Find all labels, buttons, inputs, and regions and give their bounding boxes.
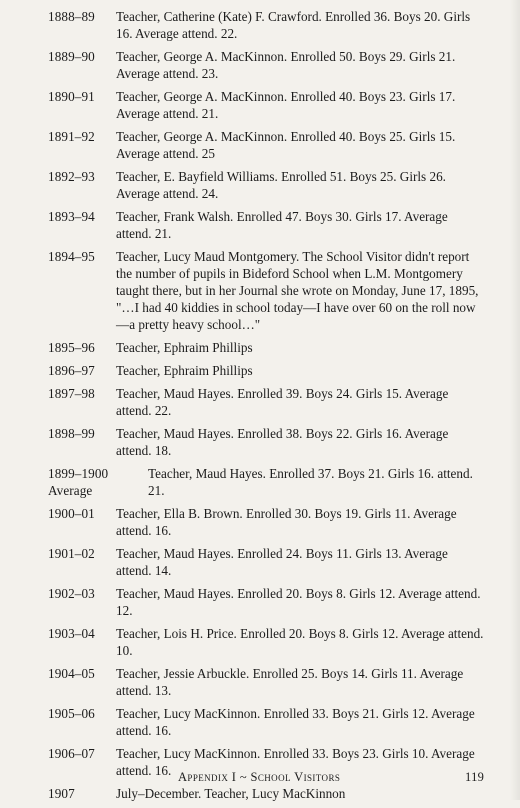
record-entry [0,705,520,739]
record-year: 1900–01 [48,506,95,521]
record-year: 1898–99 [48,426,95,441]
record-entry [0,48,520,82]
record-text: Teacher, George A. MacKinnon. Enrolled 50. Boys 29. Girls 21. Average attend. 23. [116,49,456,81]
record-text: Teacher, Jessie Arbuckle. Enrolled 25. Boys 14. Girls 11. Average attend. 13. [116,666,464,698]
record-text: Teacher, Lucy MacKinnon. Enrolled 33. Boys 23. Girls 10. Average attend. 16. [116,746,475,778]
record-entry [0,465,520,499]
record-text: Teacher, Ella B. Brown. Enrolled 30. Boys 19. Girls 11. Average attend. 16. [116,506,457,538]
record-entry [0,585,520,619]
record-year: 1892–93 [48,169,95,184]
running-head: Appendix I ~ School Visitors [178,770,341,784]
record-entry [0,208,520,242]
record-entry [0,168,520,202]
page-number: 119 [465,770,485,784]
record-text: Teacher, E. Bayfield Williams. Enrolled 51. Boys 25. Girls 26. Average attend. 24. [116,169,446,201]
record-entry [0,362,520,379]
record-year: 1896–97 [48,363,95,378]
record-year: 1895–96 [48,340,95,355]
record-text: Teacher, Maud Hayes. Enrolled 20. Boys 8. Girls 12. Average attend. 12. [116,586,481,618]
record-text: Teacher, Maud Hayes. Enrolled 39. Boys 24. Girls 15. Average attend. 22. [116,386,449,418]
record-year: 1891–92 [48,129,95,144]
record-year: 1905–06 [48,706,95,721]
record-text: Teacher, Lucy MacKinnon. Enrolled 33. Boys 21. Girls 12. Average attend. 16. [116,706,475,738]
record-text: July–December. Teacher, Lucy MacKinnon [116,786,346,801]
record-entry [0,505,520,539]
record-entry [0,8,520,42]
record-year: 1889–90 [48,49,95,64]
record-entry [0,425,520,459]
record-year: 1893–94 [48,209,95,224]
page-edge-shadow [510,0,520,800]
record-text: Teacher, George A. MacKinnon. Enrolled 40. Boys 23. Girls 17. Average attend. 21. [116,89,456,121]
record-entry [0,545,520,579]
record-entry [0,88,520,122]
record-year: 1901–02 [48,546,95,561]
record-year: 1904–05 [48,666,95,681]
record-year: 1897–98 [48,386,95,401]
record-entry [0,128,520,162]
record-year: 1907 [48,786,75,801]
record-text: Teacher, Lois H. Price. Enrolled 20. Boys 8. Girls 12. Average attend. 10. [116,626,484,658]
record-year: 1902–03 [48,586,95,601]
record-text: Teacher, Ephraim Phillips [116,363,253,378]
record-text: Teacher, Lucy Maud Montgomery. The School Visitor didn't report the number of pupils in Bideford School when L.M. Montgomery taught there, but in her Journal she wrote on Monday, June 17, 1895, "…I had 40 kiddies in school today—I have over 60 on the roll now—a pretty heavy school…" [116,249,479,332]
record-entry [0,339,520,356]
record-text: Teacher, Maud Hayes. Enrolled 38. Boys 22. Girls 16. Average attend. 18. [116,426,449,458]
record-entry [0,385,520,419]
record-text: Teacher, Maud Hayes. Enrolled 24. Boys 11. Girls 13. Average attend. 14. [116,546,448,578]
record-text: Teacher, Catherine (Kate) F. Crawford. Enrolled 36. Boys 20. Girls 16. Average attend. 22. [116,9,471,41]
record-entry [0,665,520,699]
record-text: Teacher, George A. MacKinnon. Enrolled 40. Boys 25. Girls 15. Average attend. 25 [116,129,456,161]
record-year: 1894–95 [48,249,95,264]
record-text: Teacher, Ephraim Phillips [116,340,253,355]
record-year: 1906–07 [48,746,95,761]
record-year: 1903–04 [48,626,95,641]
page-footer [0,770,520,790]
record-text: Teacher, Maud Hayes. Enrolled 37. Boys 21. Girls 16. attend. 21. [148,466,473,498]
school-records-list [0,8,520,808]
record-year: 1899–1900 Average [48,466,109,498]
record-year: 1890–91 [48,89,95,104]
record-text: Teacher, Frank Walsh. Enrolled 47. Boys 30. Girls 17. Average attend. 21. [116,209,448,241]
record-entry [0,248,520,333]
record-entry [0,625,520,659]
record-year: 1888–89 [48,9,95,24]
